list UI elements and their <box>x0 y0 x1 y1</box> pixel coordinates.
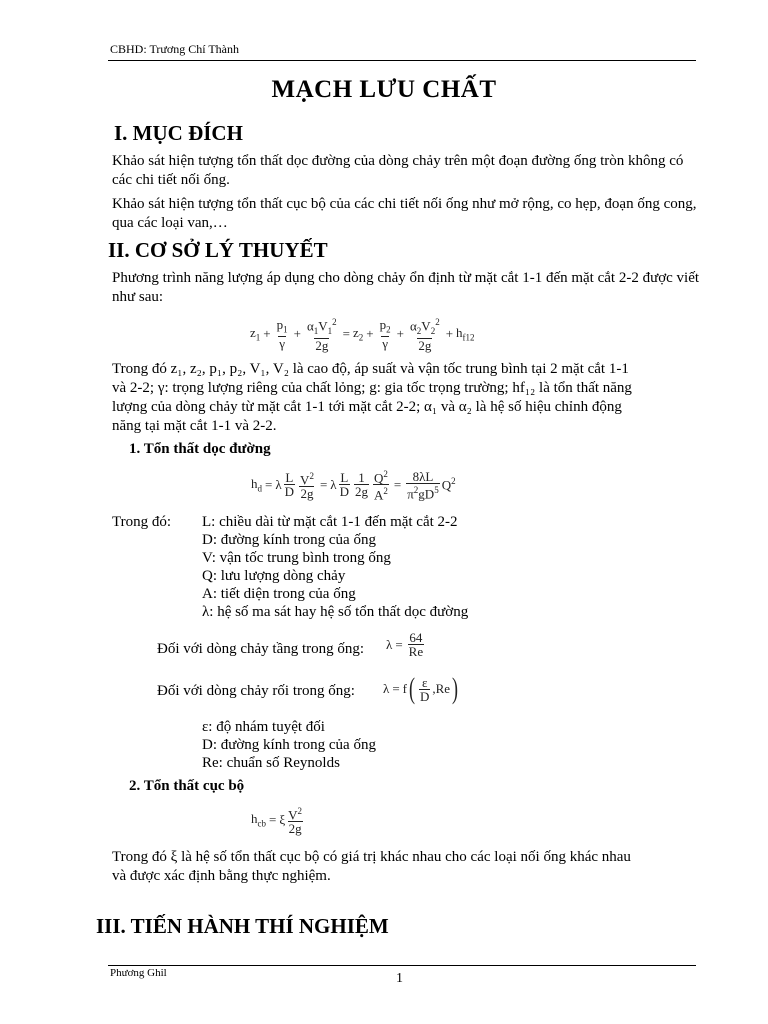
section-heading-theory: II. CƠ SỞ LÝ THUYẾT <box>108 238 328 262</box>
def-lambda: λ: hệ số ma sát hay hệ số tổn thất dọc đường <box>202 604 469 620</box>
page-number: 1 <box>396 971 403 986</box>
def-A: A: tiết diện trong của ống <box>202 586 356 602</box>
energy-equation: $z_1$ + $\frac{p_1}{\gamma}$ + $\frac{\alpha_1V_1^2}{2g}$ = $z_2$ + $\frac{p_2}{\gamma}$ + $\frac{\alpha_2V_2^2}{2g}$ + $h_{f12}$ <box>250 316 475 353</box>
laminar-equation: λ = $\frac{64}{Re}$ <box>386 630 424 659</box>
theory-explain-line-2: và 2-2; γ: trọng lượng riêng của chất lỏng; g: gia tốc trọng trường; hf₁₂ là tổn thất năng <box>112 380 632 396</box>
theory-explain-line-4: năng tại mặt cắt 1-1 và 2-2. <box>112 418 277 434</box>
section-heading-experiment: III. TIẾN HÀNH THÍ NGHIỆM <box>96 914 389 938</box>
subheading-local-loss: 2. Tổn thất cục bộ <box>129 778 245 794</box>
turb-def-Re: Re: chuẩn số Reynolds <box>202 755 340 771</box>
def-V: V: vận tốc trung bình trong ống <box>202 550 391 566</box>
def-Q: Q: lưu lượng dòng chảy <box>202 568 346 584</box>
header-rule <box>108 60 696 61</box>
purpose-paragraph-1: Khảo sát hiện tượng tổn thất dọc đường của dòng chảy trên một đoạn đường ống tròn không có các chi tiết nối ống. <box>112 153 684 188</box>
page-title: MẠCH LƯU CHẤT <box>271 76 497 103</box>
section-heading-purpose: I. MỤC ĐÍCH <box>114 121 243 145</box>
turbulent-equation: λ = f ( $\frac{\varepsilon}{D}$ ,Re ) <box>383 672 459 705</box>
def-L: L: chiều dài từ mặt cắt 1-1 đến mặt cắt 2-2 <box>202 514 458 530</box>
local-loss-line-1: Trong đó ξ là hệ số tổn thất cục bộ có giá trị khác nhau cho các loại nối ống khác nhau <box>112 849 631 865</box>
theory-intro: Phương trình năng lượng áp dụng cho dòng chảy ổn định từ mặt cắt 1-1 đến mặt cắt 2-2 được viết như sau: <box>112 270 700 305</box>
turb-def-epsilon: ε: độ nhám tuyệt đối <box>202 719 325 735</box>
where-label: Trong đó: <box>112 514 172 530</box>
footer-left: Phương Ghil <box>110 967 167 979</box>
darcy-equation: $h_d$ = λ $\frac{L}{D}$ $\frac{V^2}{2g}$ = λ $\frac{L}{D}$ $\frac{1}{2g}$ $\frac{Q^2}{A^2}$ = $\frac{8\lambda L}{\pi^2gD^5}$ $Q^2$ <box>251 468 456 503</box>
theory-explain-line-3: lượng của dòng chảy từ mặt cắt 1-1 tới mặt cắt 2-2; α₁ và α₂ là hệ số hiệu chỉnh động <box>112 399 622 415</box>
turbulent-label: Đối với dòng chảy rối trong ống: <box>157 683 355 699</box>
footer-rule <box>108 965 696 966</box>
laminar-label: Đối với dòng chảy tầng trong ống: <box>157 641 365 657</box>
local-loss-line-2: và được xác định bằng thực nghiệm. <box>112 868 331 884</box>
def-D: D: đường kính trong của ống <box>202 532 376 548</box>
turb-def-D: D: đường kính trong của ống <box>202 737 376 753</box>
local-loss-equation: $h_{cb}$ = ξ $\frac{V^2}{2g}$ <box>251 806 303 837</box>
purpose-paragraph-2: Khảo sát hiện tượng tổn thất cục bộ của các chi tiết nối ống như mở rộng, co hẹp, đoạn ống cong, qua các loại van,… <box>112 196 697 231</box>
subheading-friction-loss: 1. Tổn thất dọc đường <box>129 441 271 457</box>
header-author: CBHD: Trương Chí Thành <box>110 42 239 56</box>
theory-explain-line-1: Trong đó z₁, z₂, p₁, p₂, V₁, V₂ là cao độ, áp suất và vận tốc trung bình tại 2 mặt cắt 1-1 <box>112 361 629 377</box>
